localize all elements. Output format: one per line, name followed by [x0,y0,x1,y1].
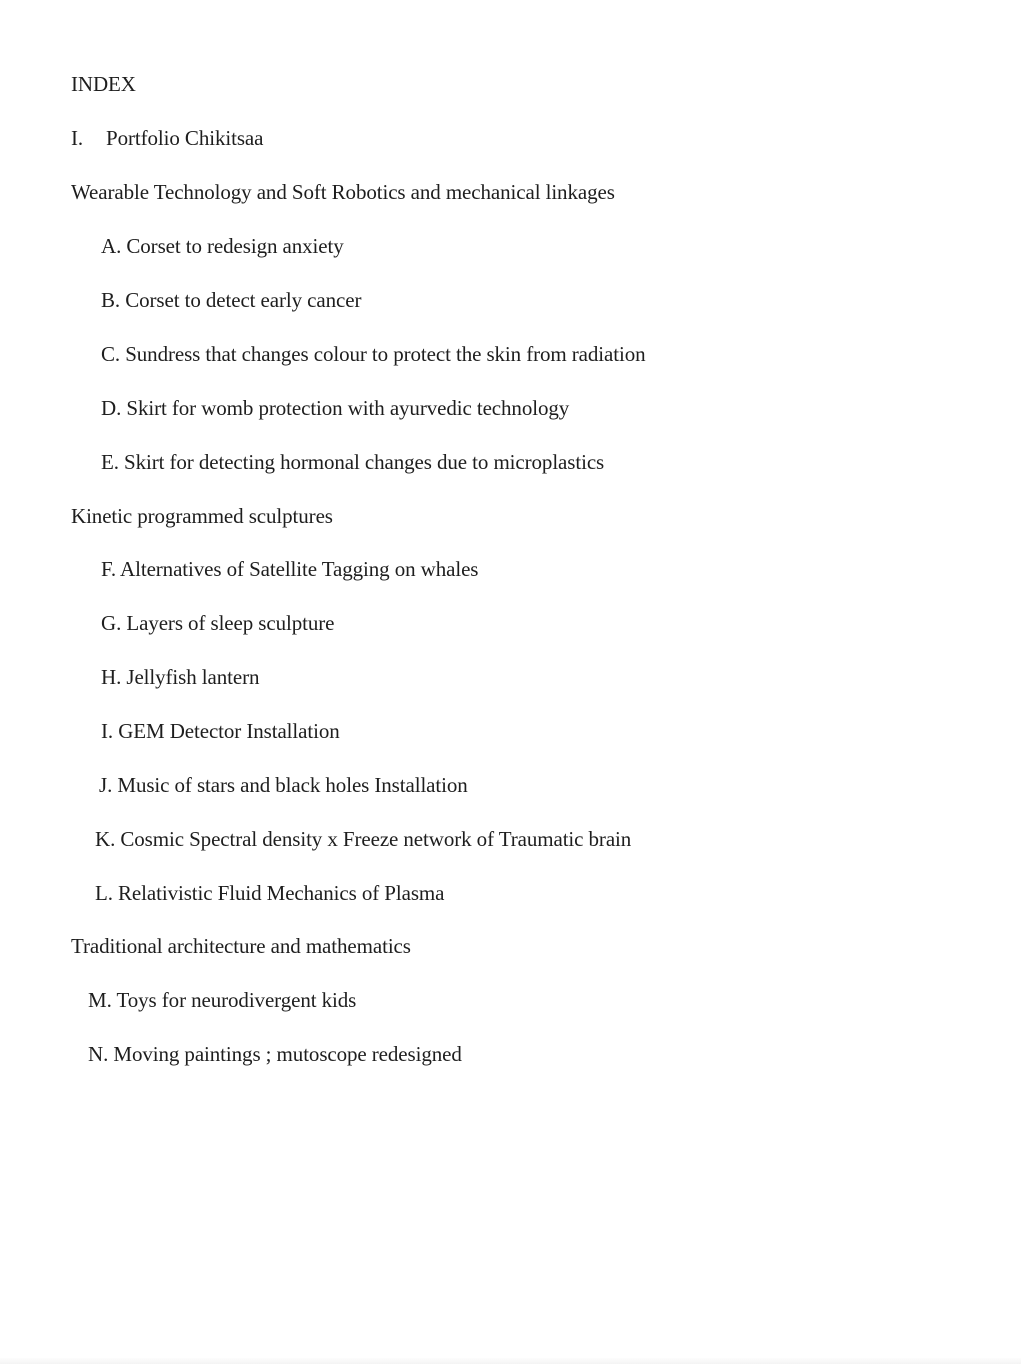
section-heading-wearable: Wearable Technology and Soft Robotics and mechanical linkages [71,180,615,204]
part-heading [71,125,263,151]
part-numeral: I. [71,126,84,150]
index-title: INDEX [71,72,136,96]
list-item: G. Layers of sleep sculpture [101,611,335,635]
list-item: J. Music of stars and black holes Installation [99,773,468,797]
list-item: F. Alternatives of Satellite Tagging on whales [101,557,479,581]
list-item: E. Skirt for detecting hormonal changes due to microplastics [101,450,605,474]
list-item: C. Sundress that changes colour to protect the skin from radiation [101,342,646,366]
list-item: N. Moving paintings ; mutoscope redesigned [88,1042,462,1066]
section-heading-kinetic: Kinetic programmed sculptures [71,504,333,528]
list-item: D. Skirt for womb protection with ayurvedic technology [101,396,570,420]
list-item: I. GEM Detector Installation [101,719,340,743]
list-item: M. Toys for neurodivergent kids [88,988,357,1012]
list-item: K. Cosmic Spectral density x Freeze network of Traumatic brain [95,827,632,851]
list-item: B. Corset to detect early cancer [101,288,362,312]
section-heading-traditional: Traditional architecture and mathematics [71,934,411,958]
list-item: L. Relativistic Fluid Mechanics of Plasma [95,881,445,905]
part-label: Portfolio Chikitsaa [106,126,264,150]
page-bottom-edge [0,1358,1021,1364]
list-item: A. Corset to redesign anxiety [101,234,344,258]
list-item: H. Jellyfish lantern [101,665,260,689]
